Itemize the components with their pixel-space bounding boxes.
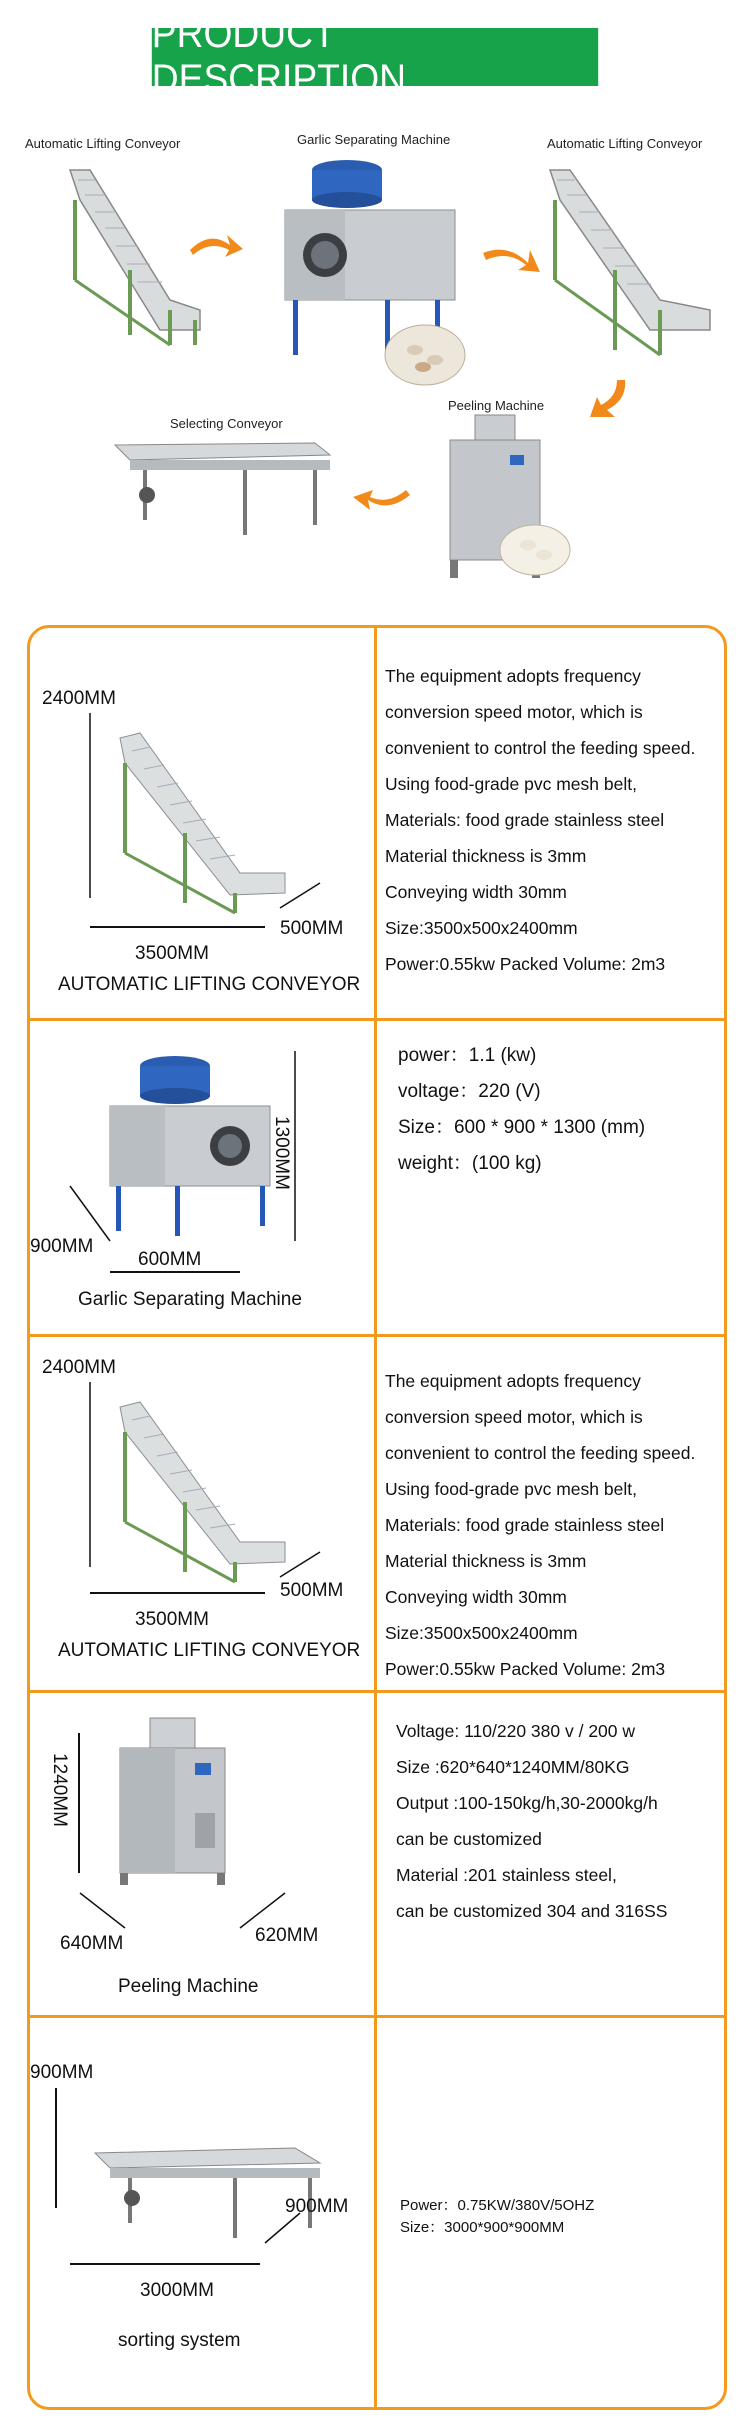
peeling-machine-image xyxy=(440,415,570,585)
page-title-banner xyxy=(151,12,598,101)
spec-line: Using food-grade pvc mesh belt, xyxy=(385,774,637,794)
length-label: 600MM xyxy=(138,1249,202,1270)
table-row-5-spec-cell xyxy=(400,2195,594,2239)
flow-label-lift2: Automatic Lifting Conveyor xyxy=(547,136,703,151)
width-label: 500MM xyxy=(280,1580,344,1601)
spec-line: weight：(100 kg) xyxy=(398,1153,542,1174)
height-label: 1300MM xyxy=(271,1116,292,1190)
height-label: 900MM xyxy=(30,2062,94,2083)
spec-line: Material :201 stainless steel, xyxy=(396,1865,617,1885)
height-dimension-line xyxy=(55,2088,57,2208)
spec-line: Power：0.75KW/380V/5OHZ xyxy=(400,2197,595,2214)
spec-line: Power:0.55kw Packed Volume: 2m3 xyxy=(385,954,666,974)
spec-line: Material thickness is 3mm xyxy=(385,846,587,866)
spec-line: Size :620*640*1240MM/80KG xyxy=(396,1757,630,1777)
peeling-machine-drawing xyxy=(115,1718,235,1888)
process-flow xyxy=(0,120,750,600)
spec-line: voltage：220 (V) xyxy=(398,1081,541,1102)
table-row-4-spec-cell xyxy=(396,1713,667,1929)
width-label: 500MM xyxy=(280,918,344,939)
length-label: 3000MM xyxy=(140,2280,214,2301)
spec-line: The equipment adopts frequency xyxy=(385,1371,641,1391)
flow-arrow-1 xyxy=(185,225,245,265)
spec-line: The equipment adopts frequency xyxy=(385,666,641,686)
lifting-conveyor-drawing xyxy=(80,1372,330,1582)
length-dimension-line xyxy=(90,1592,265,1594)
spec-table xyxy=(27,625,727,2410)
height-label: 2400MM xyxy=(42,1357,116,1378)
table-row-3-spec-cell xyxy=(385,1363,695,1687)
spec-line: Size：600 * 900 * 1300 (mm) xyxy=(398,1117,646,1138)
machine-caption: AUTOMATIC LIFTING CONVEYOR xyxy=(58,1640,361,1661)
flow-label-lift1: Automatic Lifting Conveyor xyxy=(25,136,181,151)
spec-line: can be customized 304 and 316SS xyxy=(396,1901,668,1921)
table-row-3-image-cell xyxy=(30,1337,374,1690)
spec-line: Using food-grade pvc mesh belt, xyxy=(385,1479,637,1499)
flow-label-peeler: Peeling Machine xyxy=(448,398,545,413)
length-dimension-line xyxy=(110,1271,240,1273)
table-row-2-spec-cell xyxy=(398,1038,645,1182)
spec-line: conversion speed motor, which is xyxy=(385,1407,643,1427)
width-label: 900MM xyxy=(285,2196,349,2217)
table-row-5-image-cell xyxy=(30,2018,374,2410)
spec-line: power：1.1 (kw) xyxy=(398,1045,537,1066)
spec-line: Material thickness is 3mm xyxy=(385,1551,587,1571)
flow-arrow-3 xyxy=(585,375,635,425)
spec-line: Size:3500x500x2400mm xyxy=(385,918,578,938)
spec-line: Conveying width 30mm xyxy=(385,882,567,902)
length-dimension-line xyxy=(70,2263,260,2265)
width-label: 620MM xyxy=(255,1925,319,1946)
length-label: 640MM xyxy=(60,1933,124,1954)
length-label: 3500MM xyxy=(135,943,209,964)
spec-line: Power:0.55kw Packed Volume: 2m3 xyxy=(385,1659,666,1679)
machine-caption: sorting system xyxy=(118,2330,241,2351)
machine-caption: AUTOMATIC LIFTING CONVEYOR xyxy=(58,974,361,995)
table-row-2-image-cell xyxy=(30,1021,374,1334)
height-label: 1240MM xyxy=(49,1753,70,1827)
spec-line: Conveying width 30mm xyxy=(385,1587,567,1607)
spec-line: Size:3500x500x2400mm xyxy=(385,1623,578,1643)
flow-label-separator: Garlic Separating Machine xyxy=(297,132,451,147)
lifting-conveyor-image-2 xyxy=(535,160,735,360)
length-dimension-line xyxy=(90,926,265,928)
table-row-4-image-cell xyxy=(30,1693,374,2015)
height-dimension-line xyxy=(78,1733,80,1873)
height-label: 2400MM xyxy=(42,688,116,709)
spec-line: Voltage: 110/220 380 v / 200 w xyxy=(396,1721,636,1741)
garlic-separator-image xyxy=(275,155,475,395)
spec-line: conversion speed motor, which is xyxy=(385,702,643,722)
spec-line: Materials: food grade stainless steel xyxy=(385,810,665,830)
width-label: 900MM xyxy=(30,1236,94,1257)
selecting-conveyor-image xyxy=(105,435,335,545)
spec-line: convenient to control the feeding speed. xyxy=(385,1443,696,1463)
spec-line: can be customized xyxy=(396,1829,542,1849)
machine-caption: Garlic Separating Machine xyxy=(78,1289,302,1310)
spec-line: convenient to control the feeding speed. xyxy=(385,738,696,758)
machine-caption: Peeling Machine xyxy=(118,1976,259,1997)
spec-line: Size：3000*900*900MM xyxy=(400,2219,565,2236)
spec-line: Materials: food grade stainless steel xyxy=(385,1515,665,1535)
lifting-conveyor-drawing xyxy=(80,703,330,913)
table-row-1-spec-cell xyxy=(385,658,695,982)
table-row-1-image-cell xyxy=(30,628,374,1018)
length-label: 3500MM xyxy=(135,1609,209,1630)
column-divider xyxy=(374,628,377,2407)
flow-arrow-4 xyxy=(348,485,418,520)
flow-label-selector: Selecting Conveyor xyxy=(170,416,283,431)
spec-line: Output :100-150kg/h,30-2000kg/h xyxy=(396,1793,658,1813)
page-title: PRODUCT DESCRIPTION xyxy=(151,12,407,101)
